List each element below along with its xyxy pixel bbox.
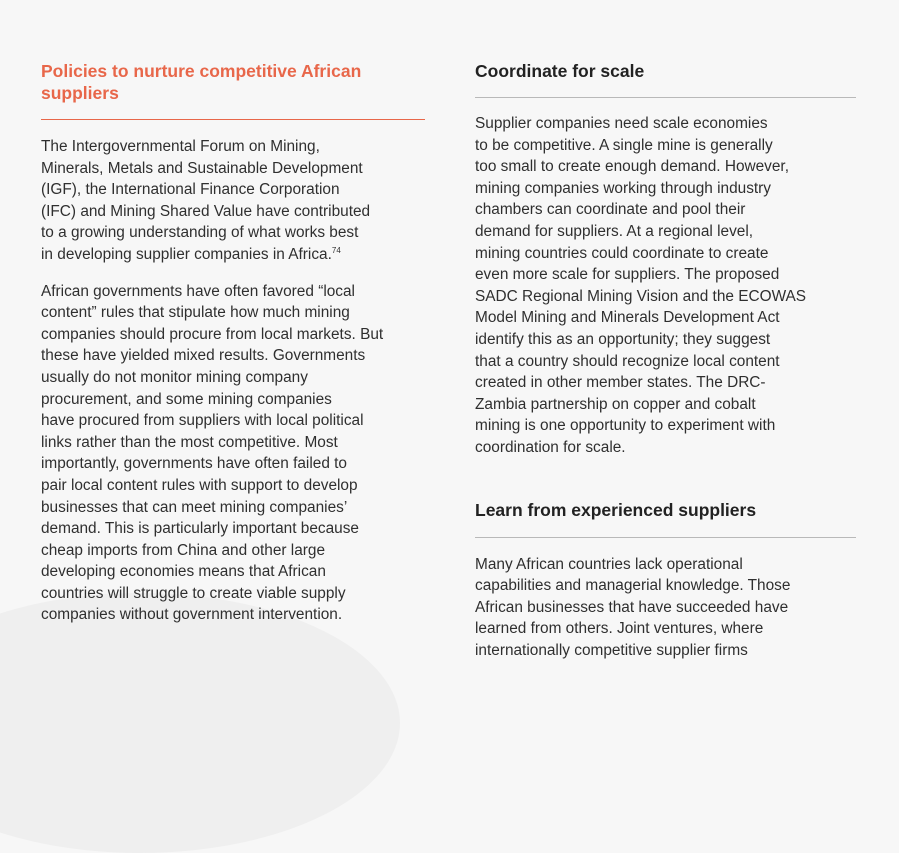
- heading-divider: [475, 97, 856, 98]
- section-heading-policies: [41, 60, 425, 104]
- heading-divider: [475, 537, 856, 538]
- paragraph-local-content: African governments have often favored “local content” rules that stipulate how much mining companies should procure from local markets. But these have yielded mixed results. Governments usually do not monitor mining company procurement, and some mining companies have procured from suppliers with local political links rather than the most competitive. Most importantly, governments have often failed to pair local content rules with support to develop businesses that can meet mining companies’ demand. This is particularly important because cheap imports from China and other large developing economies means that African countries will struggle to create viable supply companies without government intervention.: [41, 282, 384, 624]
- background-shape: [0, 593, 400, 853]
- section-heading-coordinate: Coordinate for scale: [475, 61, 645, 81]
- paragraph-igf: [41, 136, 425, 266]
- heading-divider: [41, 119, 425, 120]
- paragraph-learn: Many African countries lack operational capabilities and managerial knowledge. Those African businesses that have succeeded have learned from others. Joint ventures, where internationally competitive supplier firms: [475, 555, 791, 659]
- paragraph-coordinate: Supplier companies need scale economies to be competitive. A single mine is generally too small to create enough demand. However, mining companies working through industry chambers can coordinate and pool their demand for suppliers. At a regional level, mining countries could coordinate to create even more scale for suppliers. The proposed SADC Regional Mining Vision and the ECOWAS Model Mining and Minerals Development Act identify this as an opportunity; they suggest that a country should recognize local content created in other member states. The DRC- Zambia partnership on copper and cobalt mining is one opportunity to experiment with coordination for scale.: [475, 115, 807, 456]
- footnote-marker: 74: [331, 245, 341, 255]
- heading-text: Policies to nurture competitive African suppliers: [41, 61, 362, 103]
- section-heading-learn: Learn from experienced suppliers: [475, 499, 757, 520]
- left-column: [41, 60, 425, 626]
- right-column: [475, 60, 856, 661]
- paragraph-text: The Intergovernmental Forum on Mining, Minerals, Metals and Sustainable Development (IGF), the International Finance Corporation (IFC) and Mining Shared Value have contributed to a growing understanding of what works best in developing supplier companies in Africa.: [41, 138, 371, 263]
